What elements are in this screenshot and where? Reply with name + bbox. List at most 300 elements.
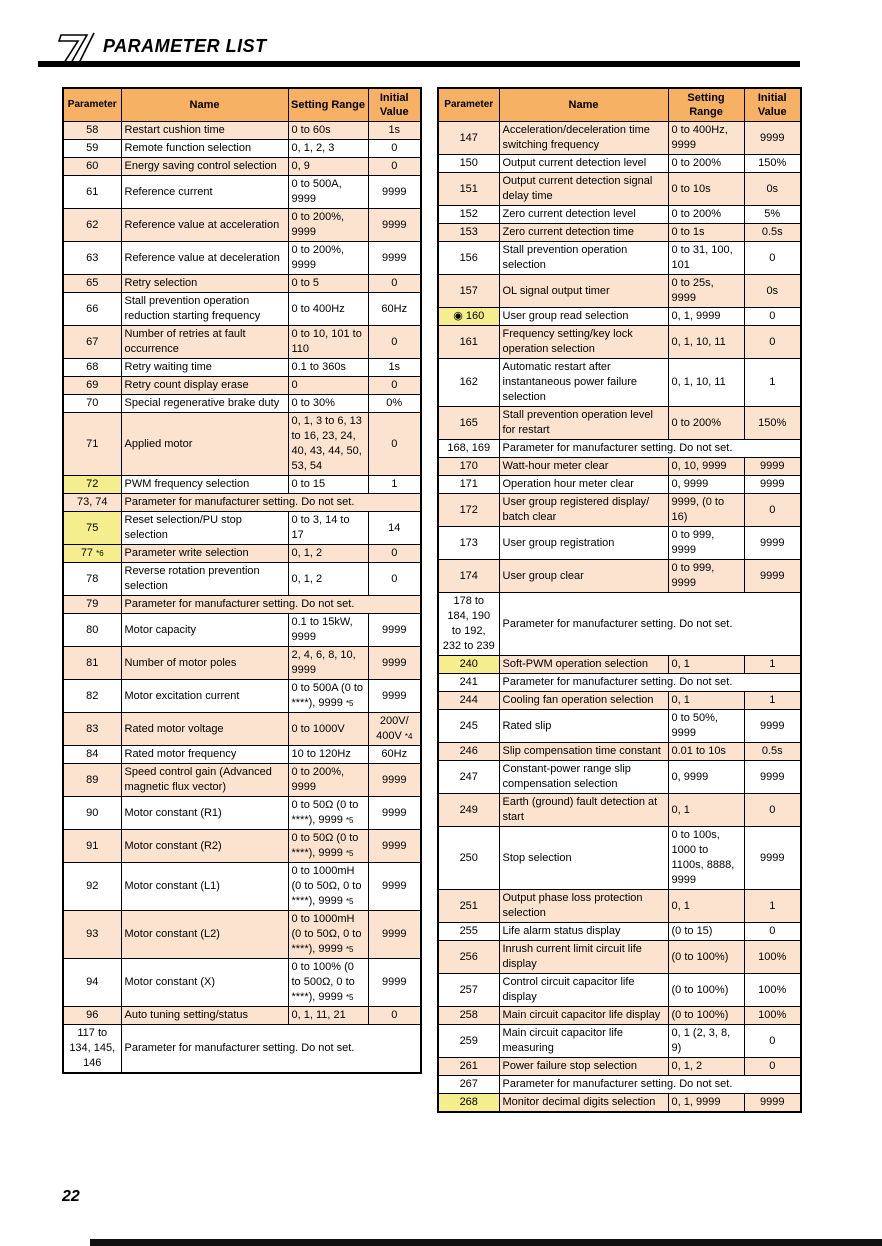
setting-range: 0 to 999, 9999 xyxy=(668,527,744,560)
parameter-name: Stop selection xyxy=(499,827,668,890)
setting-range: 0, 1, 11, 21 xyxy=(288,1007,368,1025)
initial-value: 0 xyxy=(368,545,421,563)
parameter-name: Energy saving control selection xyxy=(121,158,288,176)
table-row xyxy=(63,476,421,494)
initial-value: 9999 xyxy=(368,242,421,275)
initial-value: 100% xyxy=(744,1007,801,1025)
parameter-name: Output current detection signal delay time xyxy=(499,173,668,206)
parameter-name: Power failure stop selection xyxy=(499,1058,668,1076)
table-row xyxy=(438,206,801,224)
parameter-number: 89 xyxy=(63,764,121,797)
parameter-name: Applied motor xyxy=(121,413,288,476)
parameter-number: 94 xyxy=(63,959,121,1007)
parameter-name: Monitor decimal digits selection xyxy=(499,1094,668,1113)
page-header xyxy=(0,0,882,70)
page-title: PARAMETER LIST xyxy=(103,36,267,56)
parameter-name: Soft-PWM operation selection xyxy=(499,656,668,674)
initial-value: 9999 xyxy=(368,680,421,713)
parameter-number-highlighted: 77 *6 xyxy=(63,545,121,563)
setting-range: 0 to 31, 100, 101 xyxy=(668,242,744,275)
parameter-name: Number of motor poles xyxy=(121,647,288,680)
parameter-number: 168, 169 xyxy=(438,440,499,458)
setting-range: 0.01 to 10s xyxy=(668,743,744,761)
initial-value: 0 xyxy=(368,158,421,176)
parameter-number: 92 xyxy=(63,863,121,911)
parameter-name: Output phase loss protection selection xyxy=(499,890,668,923)
table-row xyxy=(438,1007,801,1025)
table-row xyxy=(63,377,421,395)
parameter-number: 267 xyxy=(438,1076,499,1094)
initial-value: 9999 xyxy=(368,830,421,863)
parameter-name: Remote function selection xyxy=(121,140,288,158)
initial-value: 0 xyxy=(744,308,801,326)
parameter-name: Motor constant (L2) xyxy=(121,911,288,959)
parameter-name: Reference value at deceleration xyxy=(121,242,288,275)
table-row xyxy=(438,173,801,206)
initial-value: 0 xyxy=(368,563,421,596)
parameter-number: 71 xyxy=(63,413,121,476)
parameter-name: Motor capacity xyxy=(121,614,288,647)
setting-range: 0 to 200%, 9999 xyxy=(288,209,368,242)
initial-value: 0.5s xyxy=(744,224,801,242)
setting-range: 0 to 50%, 9999 xyxy=(668,710,744,743)
parameter-number: 250 xyxy=(438,827,499,890)
table-row xyxy=(438,527,801,560)
parameter-number: 73, 74 xyxy=(63,494,121,512)
table-row xyxy=(438,890,801,923)
initial-value: 9999 xyxy=(368,764,421,797)
parameter-number: 246 xyxy=(438,743,499,761)
table-row xyxy=(63,797,421,830)
column-header: Initial Value xyxy=(368,88,421,122)
parameter-number: 117 to 134, 145, 146 xyxy=(63,1025,121,1074)
initial-value: 1 xyxy=(744,359,801,407)
initial-value: 5% xyxy=(744,206,801,224)
initial-value: 1 xyxy=(368,476,421,494)
page-number: 22 xyxy=(62,1188,80,1205)
initial-value: 0 xyxy=(368,1007,421,1025)
setting-range: 0 to 400Hz, 9999 xyxy=(668,122,744,155)
table-row xyxy=(438,1076,801,1094)
setting-range: 0 xyxy=(288,377,368,395)
manufacturer-note-cell: Parameter for manufacturer setting. Do not set. xyxy=(499,1076,801,1094)
setting-range: 0 to 100% (0 to 500Ω, 0 to ****), 9999 *5 xyxy=(288,959,368,1007)
parameter-name: Reverse rotation prevention selection xyxy=(121,563,288,596)
setting-range: 0, 1, 3 to 6, 13 to 16, 23, 24, 40, 43, 44, 50, 53, 54 xyxy=(288,413,368,476)
parameter-number-highlighted: 75 xyxy=(63,512,121,545)
table-row xyxy=(438,560,801,593)
parameter-number: 241 xyxy=(438,674,499,692)
table-row xyxy=(63,494,421,512)
parameter-name: Inrush current limit circuit life display xyxy=(499,941,668,974)
table-row xyxy=(63,176,421,209)
table-row xyxy=(438,155,801,173)
manufacturer-note-cell: Parameter for manufacturer setting. Do not set. xyxy=(121,596,421,614)
table-row xyxy=(438,407,801,440)
parameter-number: 251 xyxy=(438,890,499,923)
setting-range: 0, 1, 2 xyxy=(668,1058,744,1076)
setting-range: 0.1 to 15kW, 9999 xyxy=(288,614,368,647)
table-row xyxy=(438,326,801,359)
parameter-name: Retry count display erase xyxy=(121,377,288,395)
setting-range: 0 to 200%, 9999 xyxy=(288,764,368,797)
parameter-number: 255 xyxy=(438,923,499,941)
parameter-number: 84 xyxy=(63,746,121,764)
parameter-name: OL signal output timer xyxy=(499,275,668,308)
table-row xyxy=(438,359,801,407)
initial-value: 0s xyxy=(744,275,801,308)
manufacturer-note-cell: Parameter for manufacturer setting. Do not set. xyxy=(499,593,801,656)
parameter-number: 245 xyxy=(438,710,499,743)
table-row xyxy=(63,275,421,293)
setting-range: 0 to 15 xyxy=(288,476,368,494)
bottom-edge-bar xyxy=(90,1239,882,1246)
setting-range: 0, 1 xyxy=(668,794,744,827)
parameter-name: Rated slip xyxy=(499,710,668,743)
parameter-name: Restart cushion time xyxy=(121,122,288,140)
parameter-number: 247 xyxy=(438,761,499,794)
initial-value: 0 xyxy=(368,377,421,395)
parameter-name: Watt-hour meter clear xyxy=(499,458,668,476)
initial-value: 1 xyxy=(744,890,801,923)
table-row xyxy=(63,359,421,377)
parameter-number: 151 xyxy=(438,173,499,206)
table-row xyxy=(438,794,801,827)
header-rule xyxy=(38,61,800,67)
parameter-name: Output current detection level xyxy=(499,155,668,173)
initial-value: 100% xyxy=(744,941,801,974)
setting-range: 0 to 200%, 9999 xyxy=(288,242,368,275)
setting-range: 0, 1, 2 xyxy=(288,563,368,596)
parameter-number: 68 xyxy=(63,359,121,377)
setting-range: 0, 1, 2, 3 xyxy=(288,140,368,158)
parameter-name: Constant-power range slip compensation selection xyxy=(499,761,668,794)
setting-range: 0 to 1s xyxy=(668,224,744,242)
parameter-name: Motor constant (X) xyxy=(121,959,288,1007)
table-row xyxy=(63,1025,421,1074)
column-header: Name xyxy=(499,88,668,122)
parameter-name: Automatic restart after instantaneous power failure selection xyxy=(499,359,668,407)
parameter-name: User group registration xyxy=(499,527,668,560)
manufacturer-note-cell: Parameter for manufacturer setting. Do not set. xyxy=(121,1025,421,1074)
parameter-name: User group clear xyxy=(499,560,668,593)
initial-value: 0 xyxy=(368,413,421,476)
parameter-number: 66 xyxy=(63,293,121,326)
parameter-name: Motor constant (R1) xyxy=(121,797,288,830)
initial-value: 9999 xyxy=(744,710,801,743)
setting-range: 0, 1, 2 xyxy=(288,545,368,563)
manufacturer-note-cell: Parameter for manufacturer setting. Do not set. xyxy=(121,494,421,512)
table-row xyxy=(438,458,801,476)
parameter-name: Number of retries at fault occurrence xyxy=(121,326,288,359)
table-row xyxy=(438,656,801,674)
parameter-name: Retry waiting time xyxy=(121,359,288,377)
parameter-name: Zero current detection level xyxy=(499,206,668,224)
parameter-name: Auto tuning setting/status xyxy=(121,1007,288,1025)
initial-value: 9999 xyxy=(744,527,801,560)
parameter-name: Motor excitation current xyxy=(121,680,288,713)
parameter-number: 67 xyxy=(63,326,121,359)
setting-range: 0, 1, 9999 xyxy=(668,1094,744,1113)
parameter-name: Control circuit capacitor life display xyxy=(499,974,668,1007)
initial-value: 0s xyxy=(744,173,801,206)
parameter-number: 90 xyxy=(63,797,121,830)
parameter-number-highlighted: 72 xyxy=(63,476,121,494)
parameter-name: User group registered display/ batch clear xyxy=(499,494,668,527)
parameter-number: 153 xyxy=(438,224,499,242)
setting-range: 0 to 400Hz xyxy=(288,293,368,326)
initial-value: 100% xyxy=(744,974,801,1007)
column-header: Parameter xyxy=(438,88,499,122)
setting-range: 0 to 500A (0 to ****), 9999 *5 xyxy=(288,680,368,713)
initial-value: 9999 xyxy=(744,476,801,494)
initial-value: 9999 xyxy=(368,176,421,209)
parameter-name: Earth (ground) fault detection at start xyxy=(499,794,668,827)
setting-range: 0, 9999 xyxy=(668,761,744,794)
table-row xyxy=(63,764,421,797)
parameter-number: 78 xyxy=(63,563,121,596)
initial-value: 1 xyxy=(744,692,801,710)
initial-value: 150% xyxy=(744,407,801,440)
parameter-number: 96 xyxy=(63,1007,121,1025)
parameter-number: 157 xyxy=(438,275,499,308)
table-row xyxy=(63,209,421,242)
parameter-name: Stall prevention operation level for restart xyxy=(499,407,668,440)
initial-value: 9999 xyxy=(744,1094,801,1113)
table-row xyxy=(438,761,801,794)
table-row xyxy=(438,275,801,308)
setting-range: 0 to 30% xyxy=(288,395,368,413)
table-row xyxy=(63,680,421,713)
initial-value: 9999 xyxy=(744,827,801,890)
parameter-name: Life alarm status display xyxy=(499,923,668,941)
initial-value: 0 xyxy=(744,1058,801,1076)
parameter-number: 249 xyxy=(438,794,499,827)
parameter-name: Special regenerative brake duty xyxy=(121,395,288,413)
initial-value: 14 xyxy=(368,512,421,545)
parameter-number: 58 xyxy=(63,122,121,140)
initial-value: 0 xyxy=(744,326,801,359)
initial-value: 0 xyxy=(368,140,421,158)
setting-range: 10 to 120Hz xyxy=(288,746,368,764)
table-row xyxy=(438,692,801,710)
setting-range: (0 to 100%) xyxy=(668,974,744,1007)
initial-value: 0 xyxy=(744,923,801,941)
parameter-number: 258 xyxy=(438,1007,499,1025)
setting-range: 0.1 to 360s xyxy=(288,359,368,377)
table-row xyxy=(438,476,801,494)
table-row xyxy=(63,512,421,545)
table-row xyxy=(63,959,421,1007)
parameter-number: 93 xyxy=(63,911,121,959)
parameter-number: 170 xyxy=(438,458,499,476)
setting-range: 0, 1, 10, 11 xyxy=(668,359,744,407)
parameter-number: 172 xyxy=(438,494,499,527)
parameter-number: 79 xyxy=(63,596,121,614)
parameter-name: PWM frequency selection xyxy=(121,476,288,494)
parameter-number: 83 xyxy=(63,713,121,746)
table-row xyxy=(438,224,801,242)
parameter-name: Main circuit capacitor life measuring xyxy=(499,1025,668,1058)
parameter-number: 59 xyxy=(63,140,121,158)
parameter-number: 171 xyxy=(438,476,499,494)
table-row xyxy=(438,242,801,275)
initial-value: 0 xyxy=(744,1025,801,1058)
setting-range: 0 to 60s xyxy=(288,122,368,140)
parameter-number-highlighted: 240 xyxy=(438,656,499,674)
table-row xyxy=(438,593,801,656)
initial-value: 60Hz xyxy=(368,746,421,764)
setting-range: 0, 9 xyxy=(288,158,368,176)
parameter-name: Main circuit capacitor life display xyxy=(499,1007,668,1025)
initial-value: 9999 xyxy=(368,911,421,959)
setting-range: 0, 1 (2, 3, 8, 9) xyxy=(668,1025,744,1058)
manufacturer-note-cell: Parameter for manufacturer setting. Do not set. xyxy=(499,674,801,692)
parameter-table-left xyxy=(62,87,420,1074)
table-row xyxy=(63,122,421,140)
initial-value: 0 xyxy=(744,794,801,827)
setting-range: 9999, (0 to 16) xyxy=(668,494,744,527)
table-row xyxy=(438,974,801,1007)
table-row xyxy=(63,140,421,158)
initial-value: 9999 xyxy=(744,458,801,476)
setting-range: 0, 1 xyxy=(668,692,744,710)
parameter-number: 162 xyxy=(438,359,499,407)
parameter-table-right xyxy=(437,87,800,1113)
table-row xyxy=(63,647,421,680)
table-row xyxy=(63,746,421,764)
setting-range: 0 to 999, 9999 xyxy=(668,560,744,593)
parameter-name: Retry selection xyxy=(121,275,288,293)
parameter-number: 62 xyxy=(63,209,121,242)
setting-range: 0, 1 xyxy=(668,656,744,674)
parameter-name: Reference value at acceleration xyxy=(121,209,288,242)
parameter-number: 80 xyxy=(63,614,121,647)
parameter-name: Cooling fan operation selection xyxy=(499,692,668,710)
manufacturer-note-cell: Parameter for manufacturer setting. Do not set. xyxy=(499,440,801,458)
parameter-number: 256 xyxy=(438,941,499,974)
initial-value: 0 xyxy=(744,242,801,275)
table-row xyxy=(63,158,421,176)
initial-value: 9999 xyxy=(744,761,801,794)
parameter-number-highlighted: ◉ 160 xyxy=(438,308,499,326)
initial-value: 1s xyxy=(368,359,421,377)
setting-range: 0, 10, 9999 xyxy=(668,458,744,476)
setting-range: 0, 1 xyxy=(668,890,744,923)
table-row xyxy=(438,122,801,155)
parameter-number: 152 xyxy=(438,206,499,224)
table-row xyxy=(63,863,421,911)
initial-value: 60Hz xyxy=(368,293,421,326)
parameter-number: 261 xyxy=(438,1058,499,1076)
setting-range: 2, 4, 6, 8, 10, 9999 xyxy=(288,647,368,680)
parameter-number: 156 xyxy=(438,242,499,275)
parameter-number: 174 xyxy=(438,560,499,593)
table-row xyxy=(438,827,801,890)
initial-value: 0 xyxy=(368,326,421,359)
parameter-name: User group read selection xyxy=(499,308,668,326)
initial-value: 0.5s xyxy=(744,743,801,761)
setting-range: 0 to 200% xyxy=(668,407,744,440)
parameter-number: 61 xyxy=(63,176,121,209)
table-row xyxy=(63,563,421,596)
initial-value: 9999 xyxy=(368,614,421,647)
parameter-name: Slip compensation time constant xyxy=(499,743,668,761)
setting-range: 0 to 500A, 9999 xyxy=(288,176,368,209)
setting-range: (0 to 100%) xyxy=(668,941,744,974)
parameter-number: 165 xyxy=(438,407,499,440)
parameter-number-highlighted: 268 xyxy=(438,1094,499,1113)
table-row xyxy=(63,242,421,275)
initial-value: 0 xyxy=(368,275,421,293)
parameter-name: Rated motor voltage xyxy=(121,713,288,746)
initial-value: 9999 xyxy=(368,797,421,830)
setting-range: 0 to 1000mH (0 to 50Ω, 0 to ****), 9999 *5 xyxy=(288,863,368,911)
parameter-number: 259 xyxy=(438,1025,499,1058)
parameter-number: 150 xyxy=(438,155,499,173)
table-row xyxy=(63,326,421,359)
initial-value: 9999 xyxy=(744,122,801,155)
parameter-name: Motor constant (L1) xyxy=(121,863,288,911)
parameter-number: 60 xyxy=(63,158,121,176)
setting-range: 0 to 1000V xyxy=(288,713,368,746)
setting-range: 0 to 50Ω (0 to ****), 9999 *5 xyxy=(288,797,368,830)
table-row xyxy=(438,1094,801,1113)
column-header: Initial Value xyxy=(744,88,801,122)
initial-value: 0% xyxy=(368,395,421,413)
parameter-name: Reset selection/PU stop selection xyxy=(121,512,288,545)
initial-value: 9999 xyxy=(368,863,421,911)
table-row xyxy=(438,494,801,527)
table-row xyxy=(438,743,801,761)
table-row xyxy=(63,293,421,326)
parameter-number: 65 xyxy=(63,275,121,293)
parameter-number: 63 xyxy=(63,242,121,275)
parameter-number: 178 to 184, 190 to 192, 232 to 239 xyxy=(438,593,499,656)
initial-value: 1s xyxy=(368,122,421,140)
setting-range: 0 to 100s, 1000 to 1100s, 8888, 9999 xyxy=(668,827,744,890)
table-row xyxy=(438,923,801,941)
initial-value: 200V/ 400V *4 xyxy=(368,713,421,746)
table-row xyxy=(63,830,421,863)
table-row xyxy=(438,440,801,458)
parameter-number: 257 xyxy=(438,974,499,1007)
parameter-name: Speed control gain (Advanced magnetic flux vector) xyxy=(121,764,288,797)
initial-value: 9999 xyxy=(368,647,421,680)
setting-range: 0 to 200% xyxy=(668,155,744,173)
parameter-number: 82 xyxy=(63,680,121,713)
parameter-name: Parameter write selection xyxy=(121,545,288,563)
table-row xyxy=(63,596,421,614)
parameter-number: 69 xyxy=(63,377,121,395)
table-row xyxy=(438,308,801,326)
setting-range: 0, 9999 xyxy=(668,476,744,494)
column-header: Setting Range xyxy=(668,88,744,122)
table-row xyxy=(438,1025,801,1058)
setting-range: 0 to 10, 101 to 110 xyxy=(288,326,368,359)
table-row xyxy=(63,713,421,746)
initial-value: 9999 xyxy=(368,959,421,1007)
table-row xyxy=(438,710,801,743)
setting-range: (0 to 15) xyxy=(668,923,744,941)
parameter-number: 244 xyxy=(438,692,499,710)
parameter-name: Motor constant (R2) xyxy=(121,830,288,863)
parameter-name: Acceleration/deceleration time switching frequency xyxy=(499,122,668,155)
setting-range: 0 to 200% xyxy=(668,206,744,224)
parameter-number: 147 xyxy=(438,122,499,155)
table-row xyxy=(438,941,801,974)
parameter-name: Reference current xyxy=(121,176,288,209)
